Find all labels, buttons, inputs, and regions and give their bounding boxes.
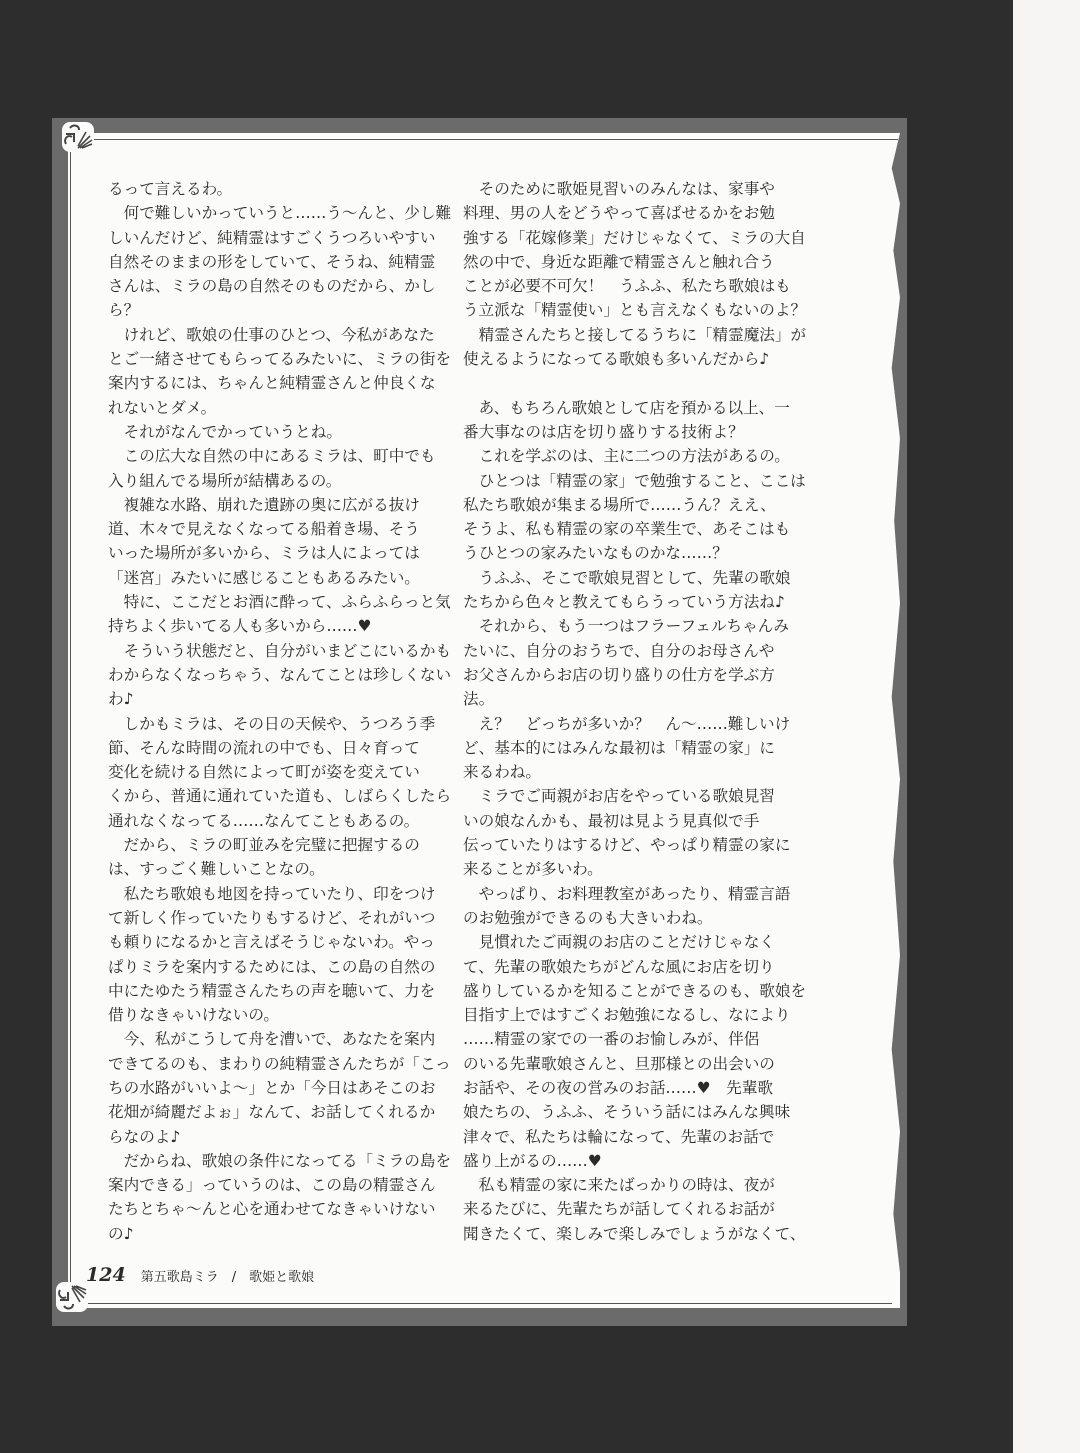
text-line: 通れなくなってる……なんてこともあるの。 <box>108 811 420 830</box>
text-line: ど、基本的にはみんな最初は「精霊の家」に <box>463 738 775 757</box>
text-line: 見慣れたご両親のお店のことだけじゃなく <box>463 933 775 952</box>
text-line: るって言えるわ。 <box>108 180 233 198</box>
text-line: のお勉強ができるのも大きいわね。 <box>463 908 713 927</box>
text-line: ……精霊の家での一番のお愉しみが、伴侶 <box>463 1030 760 1049</box>
text-line: 聞きたくて、楽しみで楽しみでしょうがなくて、 <box>463 1224 806 1243</box>
text-column-right <box>463 177 807 1246</box>
text-line: これを学ぶのは、主に二つの方法があるの。 <box>463 447 790 466</box>
text-line: たちから色々と教えてもらうっていう方法ね♪ <box>463 593 785 612</box>
text-line: だからね、歌娘の条件になってる「ミラの島を <box>108 1151 452 1170</box>
text-line: 道、木々で見えなくなってる船着き場、そう <box>108 520 420 539</box>
text-line: て新しく作っていたりもするけど、それがいつ <box>108 908 436 927</box>
page-border-top <box>70 139 898 140</box>
text-line: 然の中で、身近な距離で精霊さんと触れ合う <box>463 252 775 271</box>
text-line: 目指す上ではすごくお勉強になるし、なにより <box>463 1006 791 1025</box>
text-column-left <box>108 177 452 1246</box>
text-line: しいんだけど、純精霊はすごくうつろいやすい <box>108 228 436 247</box>
text-line: 盛り上がるの……♥ <box>463 1151 602 1170</box>
text-line: うふふ、そこで歌娘見習として、先輩の歌娘 <box>463 568 791 587</box>
text-line: この広大な自然の中にあるミラは、町中でも <box>108 447 436 466</box>
text-line: 番大事なのは店を切り盛りする技術よ？ <box>463 422 744 441</box>
text-line: ぱりミラを案内するためには、この島の自然の <box>108 957 436 976</box>
text-line: だから、ミラの町並みを完璧に把握するの <box>108 836 420 855</box>
page-border-bottom <box>70 1303 892 1304</box>
text-line: 強する「花嫁修業」だけじゃなくて、ミラの大自 <box>463 228 806 247</box>
text-line: 使えるようになってる歌娘も多いんだから♪ <box>463 350 770 369</box>
text-line: 私たち歌娘も地図を持っていたり、印をつけ <box>108 884 436 903</box>
text-line: 複雑な水路、崩れた遺跡の奥に広がる抜け <box>108 495 420 514</box>
text-line: さんは、ミラの島の自然そのものだから、かし <box>108 277 436 296</box>
text-line: 花畑が綺麗だよぉ」なんて、お話してくれるか <box>108 1103 436 1122</box>
text-line: 節、そんな時間の流れの中でも、日々育って <box>108 738 420 757</box>
text-line: たちとちゃ〜んと心を通わせてなきゃいけない <box>108 1200 436 1219</box>
text-line: 盛りしているかを知ることができるのも、歌娘を <box>463 981 807 1000</box>
text-line: 私たち歌娘が集まる場所で……うん？ええ、 <box>463 495 776 514</box>
text-line: ちの水路がいいよ〜」とか「今日はあそこのお <box>108 1078 436 1097</box>
text-line: らなのよ♪ <box>108 1127 181 1146</box>
text-line: ひとつは「精霊の家」で勉強すること、ここは <box>463 471 806 490</box>
text-line: そういう状態だと、自分がいまどこにいるかも <box>108 641 452 660</box>
text-line: わからなくなっちゃう、なんてことは珍しくない <box>108 665 452 684</box>
text-line: 料理、男の人をどうやって喜ばせるかをお勉 <box>463 204 775 223</box>
text-line: 娘たちの、うふふ、そういう話にはみんな興味 <box>463 1103 791 1122</box>
text-line: ことが必要不可欠！ うふふ、私たち歌娘はも <box>463 277 791 296</box>
text-line: 法。 <box>463 690 495 709</box>
scanner-margin <box>1013 0 1080 1453</box>
text-line: は、すっごく難しいことなの。 <box>108 860 325 879</box>
text-line: ミラでご両親がお店をやっている歌娘見習 <box>463 787 775 806</box>
text-line: それがなんでかっていうとね。 <box>108 422 342 441</box>
text-line: 入り組んでる場所が結構あるの。 <box>108 471 342 490</box>
text-line: 案内するには、ちゃんと純精霊さんと仲良くな <box>108 374 436 393</box>
text-line: 借りなきゃいけないの。 <box>108 1006 279 1025</box>
text-line: いの娘なんかも、最初は見よう見真似で手 <box>463 811 760 830</box>
text-line: て、先輩の歌娘たちがどんな風にお店を切り <box>463 957 775 976</box>
text-line: 来るたびに、先輩たちが話してくれるお話が <box>463 1200 775 1219</box>
page-border-left <box>70 139 71 1304</box>
text-line <box>463 371 778 395</box>
text-line: それから、もう一つはフラーフェルちゃんみ <box>463 617 789 636</box>
text-line: やっぱり、お料理教室があったり、精霊言語 <box>463 884 791 903</box>
text-line: お父さんからお店の切り盛りの仕方を学ぶ方 <box>463 665 775 684</box>
text-line: できてるのも、まわりの純精霊さんたちが「こっ <box>108 1054 451 1073</box>
text-line: お話や、その夜の営みのお話……♥ 先輩歌 <box>463 1078 773 1097</box>
text-line: たいに、自分のおうちで、自分のお母さんや <box>463 641 775 660</box>
text-line: そのために歌姫見習いのみんなは、家事や <box>463 180 775 198</box>
text-line: れないとダメ。 <box>108 398 217 417</box>
text-line: 持ちよく歩いてる人も多いから……♥ <box>108 617 372 636</box>
corner-ornament-bottom-icon <box>54 1280 90 1314</box>
text-line: 来ることが多いわ。 <box>463 860 603 879</box>
page-number: 124 <box>86 1264 126 1286</box>
corner-ornament-top-icon <box>60 120 96 154</box>
text-line: のいる先輩歌娘さんと、旦那様との出会いの <box>463 1054 775 1073</box>
text-line: 津々で、私たちは輪になって、先輩のお話で <box>463 1127 775 1146</box>
text-line: くから、普通に通れていた道も、しばらくしたら <box>108 787 452 806</box>
text-line: ら？ <box>108 301 140 320</box>
text-line: 中にたゆたう精霊さんたちの声を聴いて、力を <box>108 981 436 1000</box>
text-line: 伝っていたりはするけど、やっぱり精霊の家に <box>463 836 791 855</box>
chapter-title: 第五歌島ミラ / 歌姫と歌娘 <box>140 1270 315 1285</box>
text-line: 特に、ここだとお酒に酔って、ふらふらっと気 <box>108 593 451 612</box>
page-footer <box>86 1264 314 1286</box>
text-line: 「迷宮」みたいに感じることもあるみたい。 <box>108 568 420 587</box>
text-line: う立派な「精霊使い」とも言えなくもないのよ？ <box>463 301 807 320</box>
text-line: 案内できる」っていうのは、この島の精霊さん <box>108 1176 436 1195</box>
text-line: あ、もちろん歌娘として店を預かる以上、一 <box>463 398 790 417</box>
text-line: 自然そのままの形をしていて、そうね、純精霊 <box>108 252 436 271</box>
text-line: 何で難しいかっていうと……う〜んと、少し難 <box>108 204 452 223</box>
text-line: 精霊さんたちと接してるうちに「精霊魔法」が <box>463 325 807 344</box>
text-line: 私も精霊の家に来たばっかりの時は、夜が <box>463 1176 775 1195</box>
text-line: しかもミラは、その日の天候や、うつろう季 <box>108 714 436 733</box>
text-line: の♪ <box>108 1224 134 1243</box>
text-line: けれど、歌娘の仕事のひとつ、今私があなた <box>108 325 435 344</box>
text-line: とご一緒させてもらってるみたいに、ミラの街を <box>108 350 452 369</box>
text-line: 今、私がこうして舟を漕いで、あなたを案内 <box>108 1030 436 1049</box>
text-line: そうよ、私も精霊の家の卒業生で、あそこはも <box>463 520 791 539</box>
text-line: いった場所が多いから、ミラは人によっては <box>108 544 420 563</box>
text-line: うひとつの家みたいなものかな……？ <box>463 544 728 563</box>
text-line: わ♪ <box>108 690 134 709</box>
text-line: 変化を続ける自然によって町が姿を変えてい <box>108 763 420 782</box>
text-line: 来るわね。 <box>463 763 541 782</box>
text-line: も頼りになるかと言えばそうじゃないわ。やっ <box>108 933 435 952</box>
text-line: え？ どっちが多いか？ ん〜……難しいけ <box>463 714 791 733</box>
